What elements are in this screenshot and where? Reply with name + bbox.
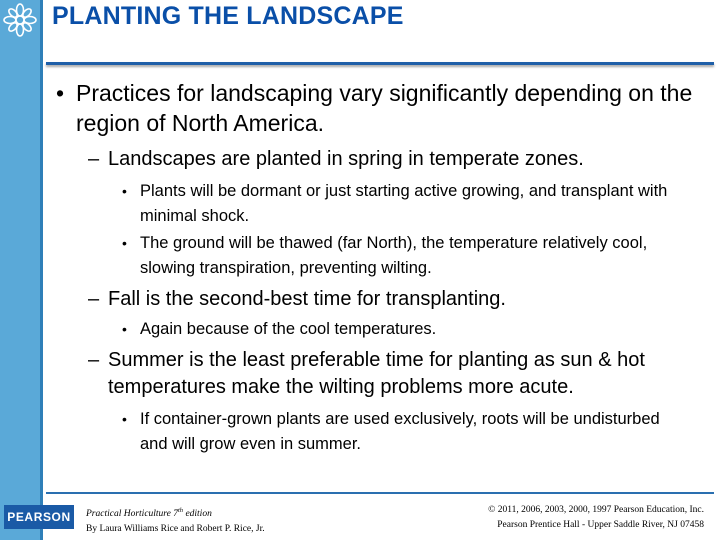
bullet-marker: •: [122, 411, 127, 427]
book-title-line: [86, 503, 265, 522]
spring-subpoint-text: Landscapes are planted in spring in temperate zones.: [108, 148, 584, 170]
bullet-marker: •: [56, 80, 65, 106]
summer-subpoint-text: Summer is the least preferable time for planting as sun & hot temperatures make the wilting problems more acute.: [108, 349, 645, 398]
spring-detail-2-text: The ground will be thawed (far North), the temperature relatively cool, slowing transpiration, preventing wilting.: [140, 234, 648, 277]
bullet-marker: •: [122, 321, 127, 337]
edition-superscript: th: [178, 507, 184, 514]
title-underline: [46, 62, 714, 65]
footer-copyright-block: [488, 503, 704, 533]
pearson-logo: PEARSON: [4, 505, 74, 529]
fall-detail-1-text: Again because of the cool temperatures.: [140, 320, 437, 338]
footer-divider: [46, 492, 714, 494]
sidebar-stripe: [40, 0, 43, 540]
bullet-marker: •: [122, 183, 127, 199]
edition-word: edition: [185, 509, 212, 520]
summer-detail-1-text: If container-grown plants are used exclusively, roots will be undisturbed and will grow even in summer.: [140, 410, 660, 453]
dash-marker: –: [88, 148, 100, 170]
spring-detail-1-text: Plants will be dormant or just starting active growing, and transplant with minimal shock.: [140, 182, 668, 225]
footer-book-info: [86, 503, 265, 537]
flower-logo-icon: [2, 2, 38, 38]
bullet-marker: •: [122, 235, 127, 251]
slide-title: PLANTING THE LANDSCAPE: [52, 2, 404, 30]
publisher-line: Pearson Prentice Hall - Upper Saddle River, NJ 07458: [497, 520, 704, 530]
left-sidebar-band: [0, 0, 40, 540]
book-title: Practical Horticulture 7: [86, 509, 178, 520]
dash-marker: –: [88, 349, 100, 371]
fall-subpoint-text: Fall is the second-best time for transplanting.: [108, 288, 506, 310]
copyright-line: © 2011, 2006, 2003, 2000, 1997 Pearson Education, Inc.: [488, 505, 704, 515]
main-bullet-text: Practices for landscaping vary significantly depending on the region of North America.: [76, 80, 693, 136]
dash-marker: –: [88, 288, 100, 310]
book-authors: By Laura Williams Rice and Robert P. Rice, Jr.: [86, 524, 265, 535]
